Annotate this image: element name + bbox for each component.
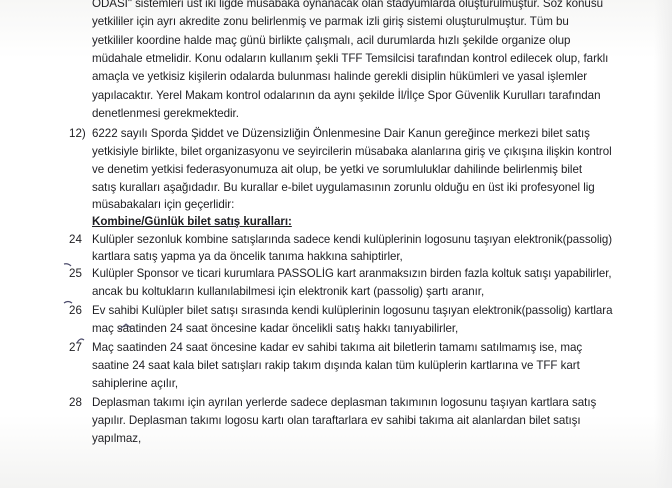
section-heading: Kombine/Günlük bilet satış kuralları: <box>92 215 292 228</box>
rule-line: yapılmaz, <box>92 432 142 445</box>
paragraph-line: müdahale etmelidir. Konu odaların kullanım şekli TFF Temsilcisi tarafından kontrol edilecek olup, farklı <box>92 52 609 65</box>
rule-line: maç saatinden 24 saat öncesine kadar öncelikli satış hakkı tanıyabilirler, <box>92 322 459 335</box>
rule-line: Deplasman takımı için ayrılan yerlerde sadece deplasman takımının logosunu taşıyan kartlara satış <box>92 396 597 409</box>
page-edge-shadow <box>654 0 672 488</box>
paragraph-line: ODASI" sistemleri üst iki ligde müsabaka oynanacak olan stadyumlarda oluşturulmuştur. Söz konusu <box>92 0 603 10</box>
rule-number: 24 <box>69 233 82 246</box>
rule-line: saatine 24 saat kala bilet satışları rakip takım dışında kalan tüm kulüplerin kartlarına ve TFF kart <box>92 359 580 372</box>
handwritten-tick-icon <box>62 262 84 276</box>
rule-line: yapılır. Deplasman takımı logosu kartı olan taraftarlara ev sahibi takıma ait alanlardan bilet satışı <box>92 414 581 427</box>
rule-line: Maç saatinden 24 saat öncesine kadar ev sahibi takıma ait biletlerin tamamı satılmamış ise, maç <box>92 341 583 354</box>
paragraph-line: 6222 sayılı Sporda Şiddet ve Düzensizliğin Önlenmesine Dair Kanun gereğince merkezi bilet satış <box>92 127 590 140</box>
paragraph-line: yetkisiyle birlikte, bilet organizasyonu ve seyircilerin müsabaka alanlarına giriş ve çıkışına ilişkin kontrol <box>92 145 612 158</box>
rule-line: Kulüpler Sponsor ve ticari kurumlara PASSOLİG kart aranmaksızın birden fazla koltuk satışı yapabilirler, <box>92 267 612 280</box>
paragraph-line: yetkililer koordine halde maç günü birlikte çalışmalı, acil durumlarda hızlı şekilde organize olup <box>92 34 571 47</box>
paragraph-line: müsabakaları için geçerlidir: <box>92 198 235 211</box>
rule-line: Ev sahibi Kulüpler bilet satışı sırasında kendi kulüplerinin logosunu taşıyan elektronik(passolig) kartlara <box>92 304 613 317</box>
paragraph-line: yapılacaktır. Yerel Makam kontrol odalarının da aynı şekilde İl/İlçe Spor Güvenlik Kurulları tarafından <box>92 89 601 102</box>
rule-line: kartlara satış yapma ya da öncelik tanıma hakkına sahiptirler, <box>92 250 403 263</box>
paragraph-line: ve denetim yetkisi federasyonumuza ait olup, be yetki ve sorumluluklar dahilinde belirlenmiş bilet <box>92 163 583 176</box>
handwritten-mark-icon <box>118 318 140 332</box>
rule-number: 25 <box>69 267 82 280</box>
paragraph-line: denetlenmesi gerekmektedir. <box>92 107 239 120</box>
rule-line: Kulüpler sezonluk kombine satışlarında sadece kendi kulüplerinin logosunu taşıyan elektronik(passolig) <box>92 233 613 246</box>
rule-line: sahiplerine açılır, <box>92 377 179 390</box>
paragraph-line: satış kuralları aşağıdadır. Bu kurallar e-bilet uygulamasının zorunlu olduğu en üst iki profesyonel lig <box>92 181 595 194</box>
rule-number: 26 <box>69 304 82 317</box>
item-number: 12) <box>69 127 86 140</box>
paragraph-line: yetkililer için ayrı akredite zonu belirlenmiş ve parmak izli giriş sistemi oluşturulmuştur. Tüm bu <box>92 15 569 28</box>
paragraph-line: amaçla ve yetkisiz kişilerin odalarda bulunması halinde gerekli disiplin hükümleri ve yasal işlemler <box>92 70 588 83</box>
rule-line: ancak bu koltukların kullanılabilmesi için elektronik kart (passolig) şartı aranır, <box>92 285 485 298</box>
handwritten-tick-icon <box>62 300 84 314</box>
rule-number: 27 <box>69 341 82 354</box>
rule-number: 28 <box>69 396 82 409</box>
